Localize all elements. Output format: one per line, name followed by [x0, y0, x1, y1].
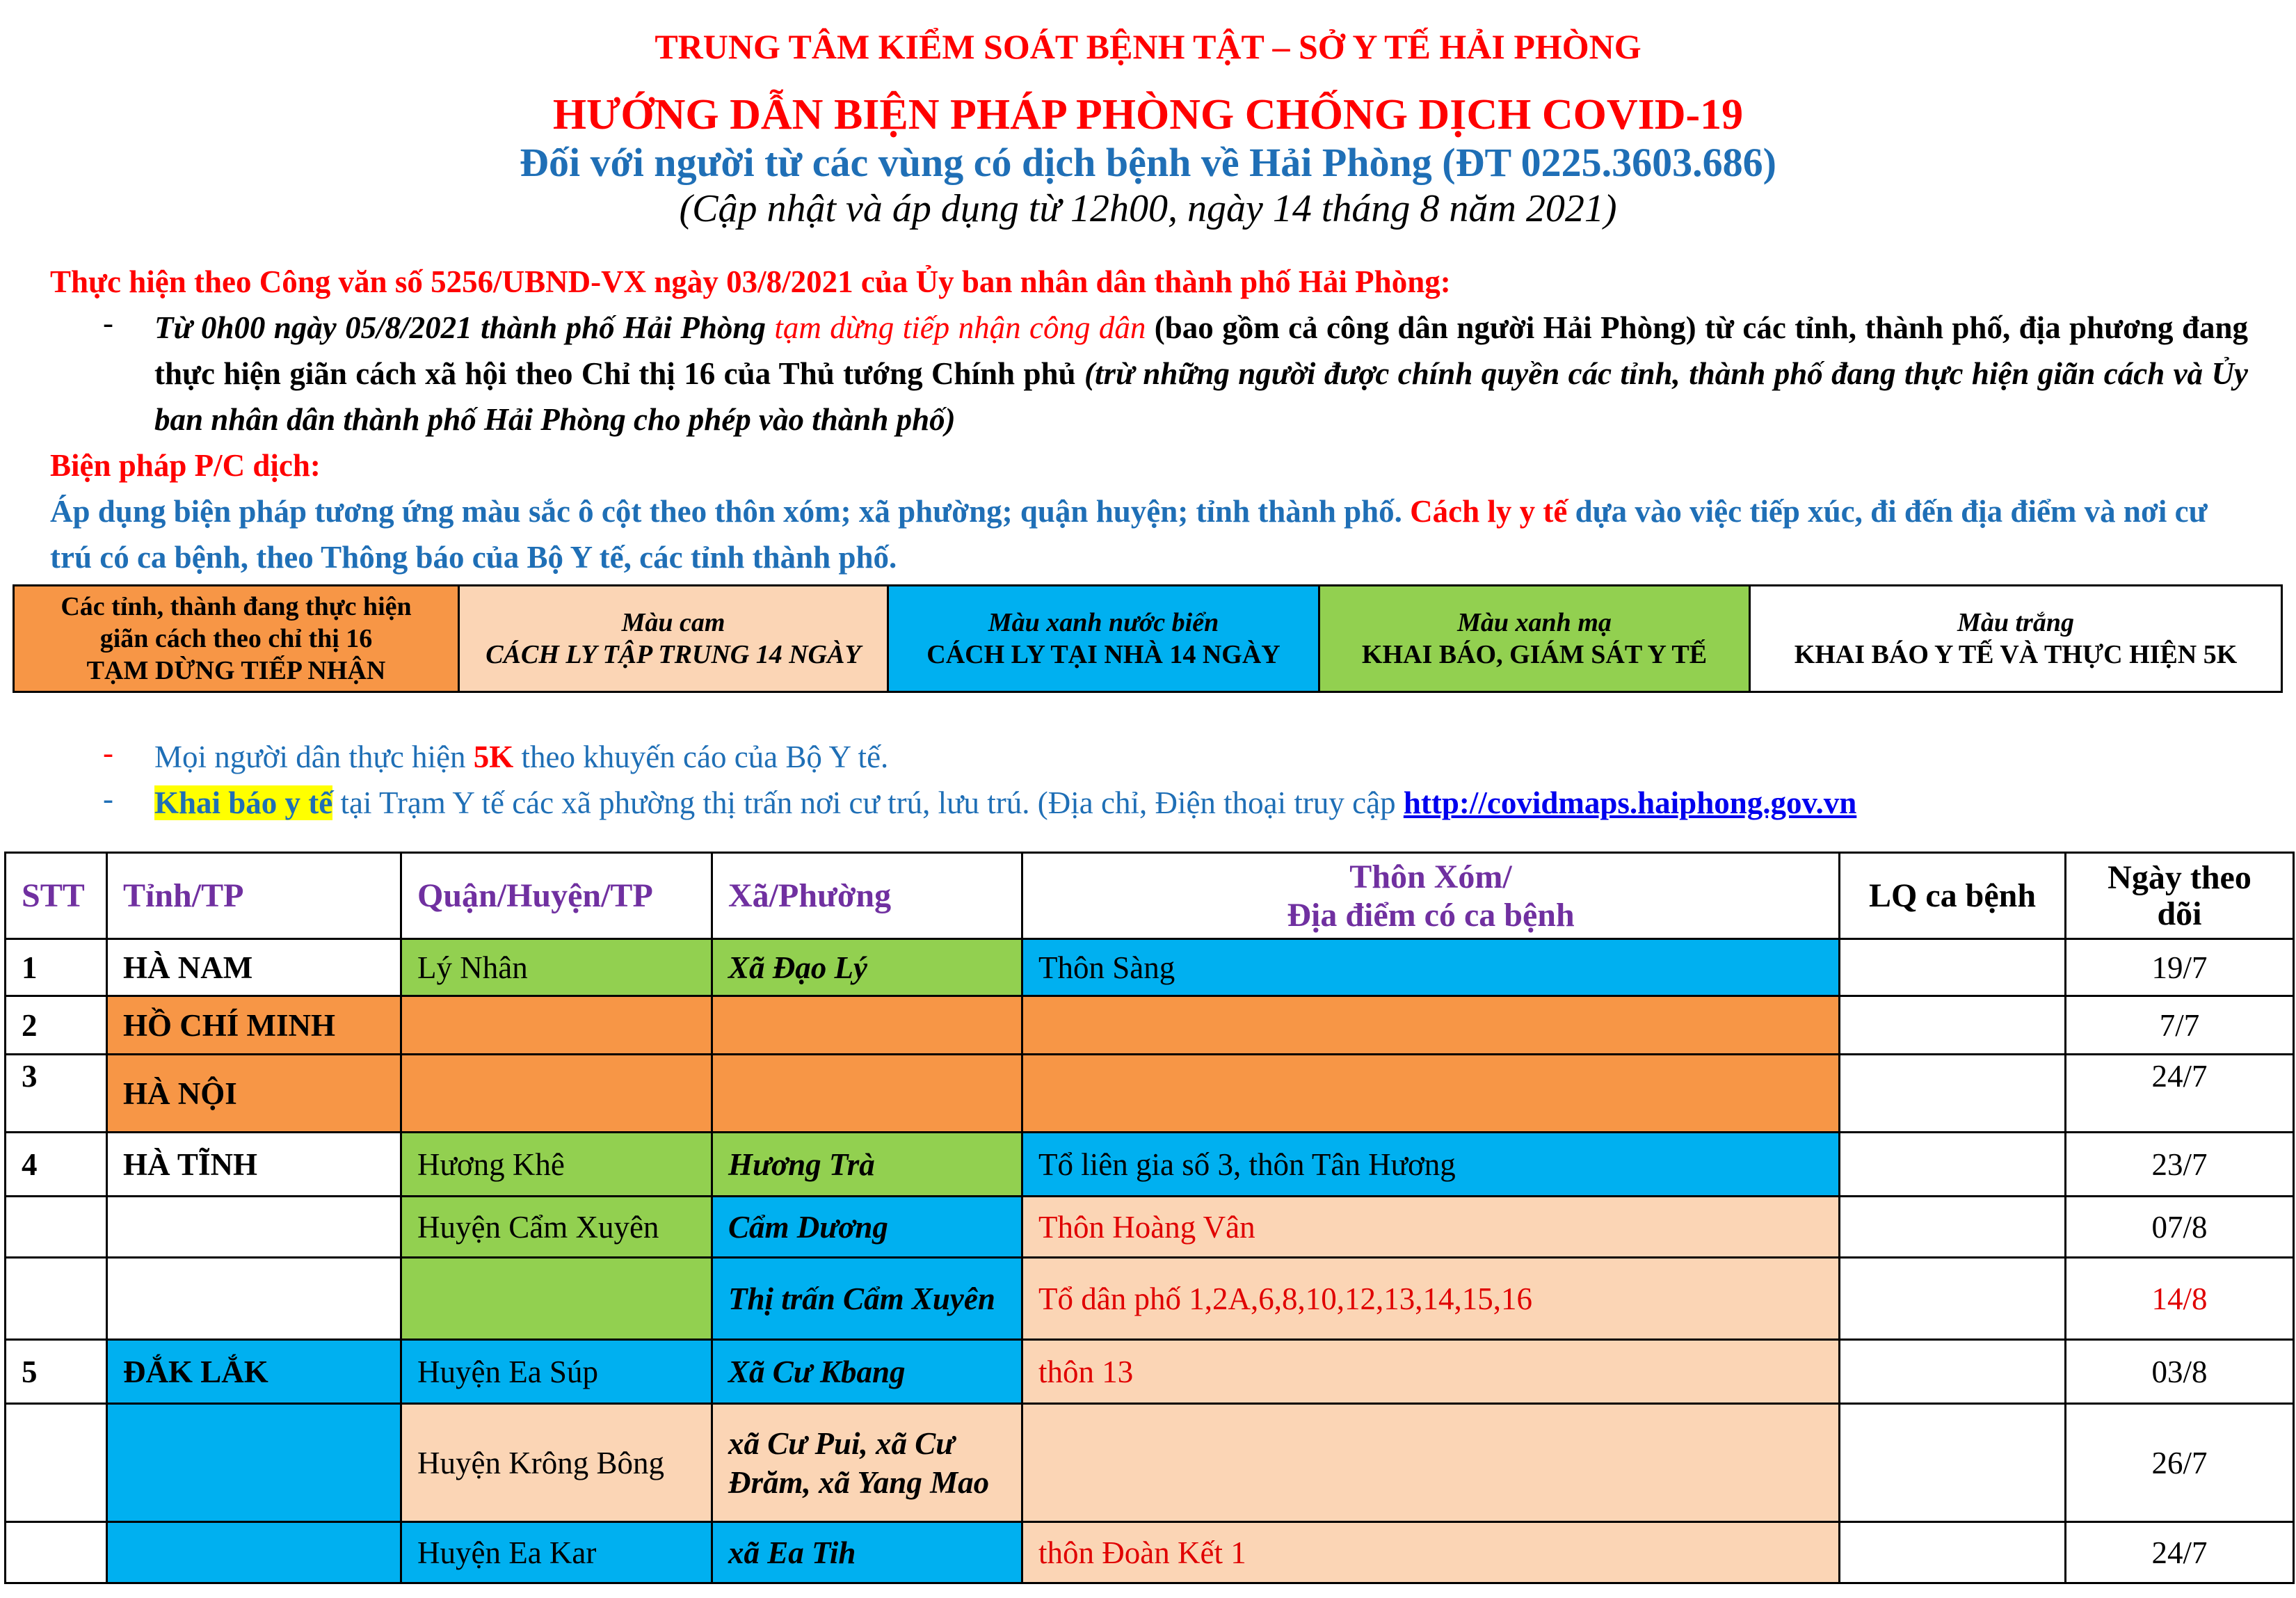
legend-green — [1320, 586, 1751, 691]
cell-stt: 5 — [6, 1340, 107, 1404]
cell-district: Huyện Ea Súp — [401, 1340, 712, 1404]
update-note: (Cập nhật và áp dụng từ 12h00, ngày 14 tháng 8 năm 2021) — [679, 187, 1617, 230]
col-district: Quận/Huyện/TP — [401, 853, 712, 939]
cell-ward — [712, 1055, 1022, 1133]
table-row — [6, 1258, 2294, 1340]
dash-marker: - — [103, 781, 113, 816]
cell-hamlet: Tổ liên gia số 3, thôn Tân Hương — [1022, 1133, 1840, 1197]
col-stt: STT — [6, 853, 107, 939]
cell-ward: xã Cư Pui, xã Cư Đrăm, xã Yang Mao — [712, 1404, 1022, 1522]
table-header-row — [6, 853, 2294, 939]
cell-date: 26/7 — [2066, 1404, 2294, 1522]
legend-green-text: KHAI BÁO, GIÁM SÁT Y TẾ — [1361, 640, 1708, 669]
note-5k — [154, 735, 888, 779]
note-declare-text: tại Trạm Y tế các xã phường thị trấn nơi cư trú, lưu trú. (Địa chỉ, Điện thoại truy cập — [332, 785, 1404, 820]
table-row — [6, 1197, 2294, 1258]
cell-date: 24/7 — [2066, 1522, 2294, 1583]
note-5k-a: Mọi người dân thực hiện — [154, 740, 474, 774]
cell-province — [107, 1258, 401, 1340]
legend-orange-l1: Các tỉnh, thành đang thực hiện — [61, 592, 412, 621]
cell-hamlet — [1022, 1055, 1840, 1133]
cell-province: HỒ CHÍ MINH — [107, 996, 401, 1055]
measures-text3: dựa vào việc tiếp xúc, đi đến địa điểm và nơi cư trú có ca bệnh, theo Thông báo của Bộ Y tế, các tỉnh thành phố. — [50, 494, 2208, 575]
cell-date: 23/7 — [2066, 1133, 2294, 1197]
table-row — [6, 1404, 2294, 1522]
cell-district — [401, 1258, 712, 1340]
cell-ward — [712, 996, 1022, 1055]
cell-hamlet: Thôn Hoàng Vân — [1022, 1197, 1840, 1258]
legend-peach-text: CÁCH LY TẬP TRUNG 14 NGÀY — [485, 640, 861, 669]
cell-district: Huyện Krông Bông — [401, 1404, 712, 1522]
legend-blue — [889, 586, 1320, 691]
color-legend — [13, 584, 2283, 693]
cell-date: 7/7 — [2066, 996, 2294, 1055]
table-row — [6, 1055, 2294, 1133]
cell-ward: Xã Cư Kbang — [712, 1340, 1022, 1404]
cell-district: Huyện Ea Kar — [401, 1522, 712, 1583]
cell-lq — [1840, 1055, 2066, 1133]
legend-white-name: Màu trắng — [1957, 608, 2074, 637]
cell-district: Huyện Cẩm Xuyên — [401, 1197, 712, 1258]
table-row — [6, 1522, 2294, 1583]
cell-ward: Hương Trà — [712, 1133, 1022, 1197]
cell-hamlet: thôn Đoàn Kết 1 — [1022, 1522, 1840, 1583]
col-lq: LQ ca bệnh — [1840, 853, 2066, 939]
directive-part1: Từ 0h00 ngày 05/8/2021 thành phố Hải Phòng — [154, 310, 775, 345]
cell-district: Hương Khê — [401, 1133, 712, 1197]
legend-orange-l3: TẠM DỪNG TIẾP NHẬN — [86, 656, 386, 685]
cell-province — [107, 1404, 401, 1522]
cell-hamlet: Tổ dân phố 1,2A,6,8,10,12,13,14,15,16 — [1022, 1258, 1840, 1340]
cell-hamlet: thôn 13 — [1022, 1340, 1840, 1404]
cell-hamlet: Thôn Sàng — [1022, 939, 1840, 996]
cell-stt — [6, 1197, 107, 1258]
note-declare-highlight: Khai báo y tế — [154, 785, 333, 820]
directive-heading: Thực hiện theo Công văn số 5256/UBND-VX ngày 03/8/2021 của Ủy ban nhân dân thành phố Hải Phòng: — [50, 264, 1451, 299]
doc-title: HƯỚNG DẪN BIỆN PHÁP PHÒNG CHỐNG DỊCH COVID-19 — [552, 91, 1744, 138]
cell-stt — [6, 1404, 107, 1522]
legend-orange-l2: giãn cách theo chỉ thị 16 — [99, 624, 373, 653]
cell-province: HÀ TĨNH — [107, 1133, 401, 1197]
cell-district — [401, 996, 712, 1055]
cell-lq — [1840, 1197, 2066, 1258]
cell-district: Lý Nhân — [401, 939, 712, 996]
measures-text2: Cách ly y tế — [1410, 494, 1568, 529]
cell-province: HÀ NỘI — [107, 1055, 401, 1133]
cell-district — [401, 1055, 712, 1133]
note-declare — [154, 781, 1856, 825]
cell-lq — [1840, 1522, 2066, 1583]
col-hamlet-l2: Địa điểm có ca bệnh — [1287, 896, 1575, 934]
cell-lq — [1840, 1404, 2066, 1522]
legend-peach-name: Màu cam — [621, 608, 725, 637]
table-row — [6, 939, 2294, 996]
cell-lq — [1840, 1133, 2066, 1197]
cell-date: 03/8 — [2066, 1340, 2294, 1404]
table-row — [6, 1133, 2294, 1197]
cell-date: 19/7 — [2066, 939, 2294, 996]
cell-hamlet — [1022, 1404, 1840, 1522]
doc-subtitle: Đối với người từ các vùng có dịch bệnh về Hải Phòng (ĐT 0225.3603.686) — [520, 140, 1776, 185]
legend-blue-name: Màu xanh nước biển — [988, 608, 1219, 637]
directive-part2: tạm dừng tiếp nhận công dân — [774, 310, 1146, 345]
col-ward: Xã/Phường — [712, 853, 1022, 939]
table-row — [6, 996, 2294, 1055]
cell-stt: 3 — [6, 1055, 107, 1133]
org-title: TRUNG TÂM KIỂM SOÁT BỆNH TẬT – SỞ Y TẾ HẢI PHÒNG — [655, 27, 1641, 66]
cell-province — [107, 1197, 401, 1258]
legend-green-name: Màu xanh mạ — [1457, 608, 1612, 637]
directive-part4: (trừ những người được chính quyền các tỉnh, thành phố đang thực hiện giãn cách và Ủy ban nhân dân thành phố Hải Phòng cho phép vào thành phố) — [154, 356, 2249, 437]
legend-white — [1751, 586, 2281, 691]
cell-province: HÀ NAM — [107, 939, 401, 996]
cell-lq — [1840, 996, 2066, 1055]
cell-ward: Xã Đạo Lý — [712, 939, 1022, 996]
cell-lq — [1840, 1340, 2066, 1404]
note-5k-c: theo khuyến cáo của Bộ Y tế. — [513, 740, 889, 774]
col-province: Tỉnh/TP — [107, 853, 401, 939]
cell-date: 14/8 — [2066, 1258, 2294, 1340]
col-date-l2: dõi — [2157, 895, 2202, 932]
dash-marker: - — [103, 305, 113, 340]
legend-orange — [15, 586, 460, 691]
col-hamlet-l1: Thôn Xóm/ — [1349, 858, 1512, 895]
cell-province: ĐẮK LẮK — [107, 1340, 401, 1404]
cell-stt — [6, 1258, 107, 1340]
cell-lq — [1840, 939, 2066, 996]
legend-blue-text: CÁCH LY TẠI NHÀ 14 NGÀY — [926, 640, 1281, 669]
legend-peach — [460, 586, 889, 691]
directive-text — [154, 305, 2248, 442]
cell-hamlet — [1022, 996, 1840, 1055]
cell-ward: Thị trấn Cẩm Xuyên — [712, 1258, 1022, 1340]
cell-province — [107, 1522, 401, 1583]
cell-lq — [1840, 1258, 2066, 1340]
cell-stt: 4 — [6, 1133, 107, 1197]
measures-text1: Áp dụng biện pháp tương ứng màu sắc ô cột theo thôn xóm; xã phường; quận huyện; tỉnh thành phố. — [50, 494, 1411, 529]
col-hamlet — [1022, 853, 1840, 939]
outbreak-table — [4, 852, 2295, 1584]
cell-ward: Cẩm Dương — [712, 1197, 1022, 1258]
note-5k-b: 5K — [473, 740, 514, 774]
cell-stt — [6, 1522, 107, 1583]
col-date — [2066, 853, 2294, 939]
cell-date: 07/8 — [2066, 1197, 2294, 1258]
directive-part3: (bao gồm cả công dân người Hải Phòng) từ các tỉnh, thành phố, địa phương đang thực hiện giãn cách xã hội theo Chỉ thị 16 của Thủ tướng Chính phủ — [154, 310, 2248, 391]
cell-date: 24/7 — [2066, 1055, 2294, 1133]
table-row — [6, 1340, 2294, 1404]
cell-stt: 1 — [6, 939, 107, 996]
legend-white-text: KHAI BÁO Y TẾ VÀ THỰC HIỆN 5K — [1794, 640, 2238, 669]
covidmaps-link[interactable]: http://covidmaps.haiphong.gov.vn — [1403, 785, 1857, 820]
measures-text — [50, 488, 2248, 580]
cell-ward: xã Ea Tih — [712, 1522, 1022, 1583]
cell-stt: 2 — [6, 996, 107, 1055]
dash-marker: - — [103, 735, 113, 770]
measures-heading: Biện pháp P/C dịch: — [50, 448, 321, 483]
col-date-l1: Ngày theo — [2108, 858, 2251, 896]
